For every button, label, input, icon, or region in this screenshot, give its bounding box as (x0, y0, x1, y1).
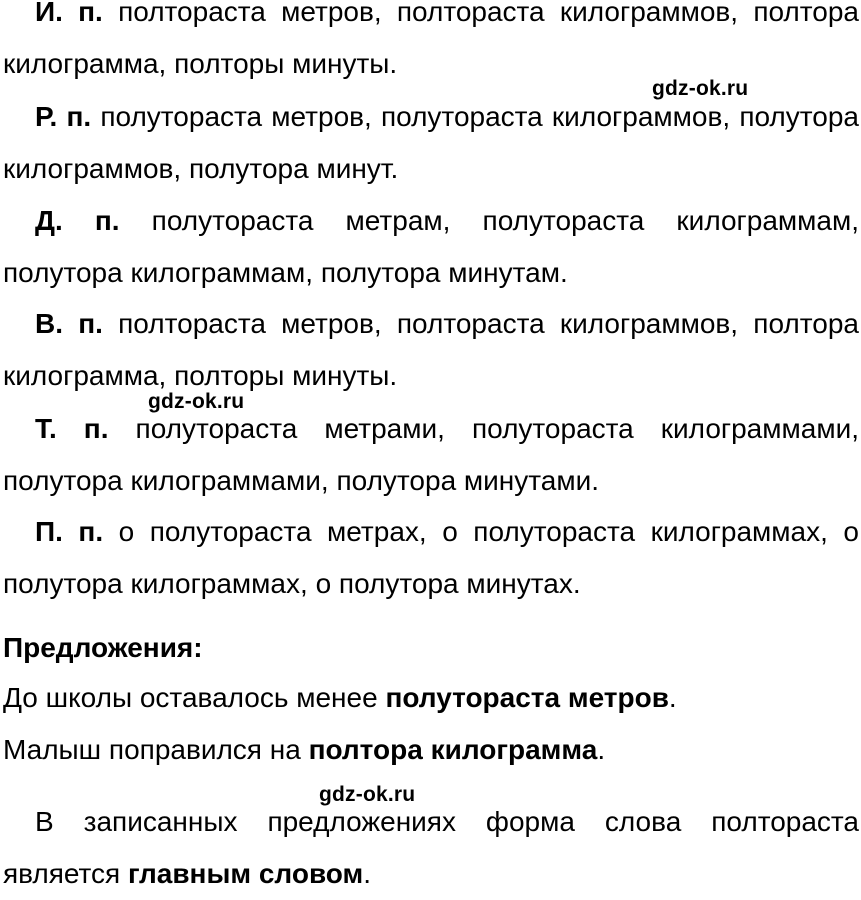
conclusion-paragraph: В записанных предложениях форма слова полтораста является главным словом. (3, 806, 859, 889)
sentence-1: До школы оставалось менее полутораста метров. (3, 682, 677, 713)
sentences-heading: Предложения: (3, 632, 203, 663)
watermark: gdz-ok.ru (148, 390, 245, 413)
case-text: полтораста метров, полтораста килограммов, полтора килограмма, полторы минуты. (3, 0, 860, 79)
case-text: полутораста метрами, полутораста килограммами, полутора килограммами, полутора минутами. (3, 413, 859, 496)
case-label: В. п. (35, 308, 103, 339)
case-label: П. п. (35, 516, 104, 547)
case-accusative (3, 298, 859, 402)
case-text: полутораста метров, полутораста килограммов, полутора килограммов, полутора минут. (3, 101, 859, 184)
case-label: Д. п. (35, 205, 120, 236)
case-instrumental (3, 403, 859, 507)
case-prepositional (3, 506, 859, 610)
case-text: о полутораста метрах, о полутораста килограммах, о полутора килограммах, о полутора минутах. (3, 516, 860, 599)
case-label: Р. п. (35, 101, 92, 132)
watermark: gdz-ok.ru (319, 783, 416, 806)
case-text: полутораста метрам, полутораста килограммам, полутора килограммам, полутора минутам. (3, 205, 859, 288)
watermark: gdz-ok.ru (652, 77, 749, 100)
case-text: полтораста метров, полтораста килограммов, полтора килограмма, полторы минуты. (3, 308, 859, 391)
case-label: Т. п. (35, 413, 109, 444)
sentence-2: Малыш поправился на полтора килограмма. (3, 734, 606, 765)
case-dative (3, 195, 859, 299)
case-genitive (3, 91, 859, 195)
case-label: И. п. (35, 0, 103, 27)
